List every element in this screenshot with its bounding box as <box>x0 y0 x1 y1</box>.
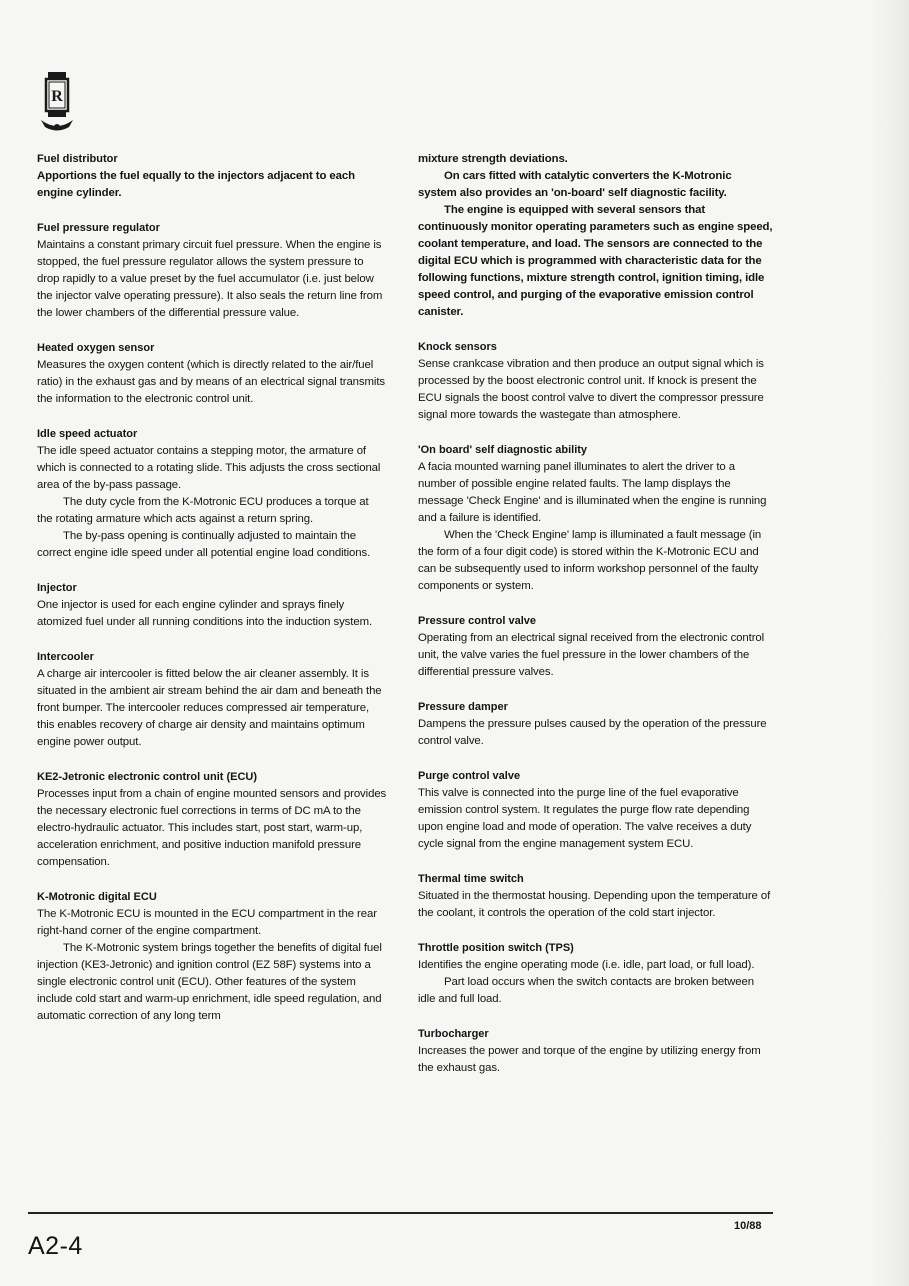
rolls-royce-logo-icon <box>37 70 77 140</box>
section-heading: 'On board' self diagnostic ability <box>418 444 588 456</box>
section-heading: Intercooler <box>37 651 94 663</box>
section-heading: Purge control valve <box>418 770 521 782</box>
section <box>37 769 387 871</box>
svg-text:R: R <box>51 88 63 105</box>
section-paragraph: Operating from an electrical signal received from the electronic control unit, the valve varies the fuel pressure in the lower chambers of the differential pressure valves. <box>418 632 765 678</box>
section <box>418 442 773 595</box>
section-heading: Idle speed actuator <box>37 428 138 440</box>
section <box>418 613 773 681</box>
section <box>418 151 773 321</box>
section <box>37 649 387 751</box>
section-paragraph: The idle speed actuator contains a stepping motor, the armature of which is connected to a rotating slide. This adjusts the cross sectional area of the by-pass passage. <box>37 445 381 491</box>
section-heading: Turbocharger <box>418 1028 489 1040</box>
section <box>37 580 387 631</box>
section-heading: Fuel pressure regulator <box>37 222 160 234</box>
section-paragraph: A facia mounted warning panel illuminates to alert the driver to a number of possible engine related faults. The lamp displays the message 'Check Engine' and is illuminated when the engine is running and a failure is identified. <box>418 461 767 524</box>
section-paragraph: Part load occurs when the switch contacts are broken between idle and full load. <box>418 976 754 1005</box>
section-heading: Heated oxygen sensor <box>37 342 155 354</box>
section-paragraph: The K-Motronic ECU is mounted in the ECU compartment in the rear right-hand corner of the engine compartment. <box>37 908 377 937</box>
section-paragraph: Situated in the thermostat housing. Depending upon the temperature of the coolant, it controls the operation of the cold start injector. <box>418 890 771 919</box>
section <box>418 871 773 922</box>
section-paragraph: The engine is equipped with several sensors that continuously monitor operating parameters such as engine speed, coolant temperature, and load. The sensors are connected to the digital ECU which is programmed with characteristic data for the following functions, mixture strength control, ignition timing, idle speed control, and purging of the evaporative emission control canister. <box>418 204 773 318</box>
section <box>418 940 773 1008</box>
right-column <box>418 151 773 1095</box>
section-heading: Throttle position switch (TPS) <box>418 942 574 954</box>
section-paragraph: Identifies the engine operating mode (i.e. idle, part load, or full load). <box>418 959 755 971</box>
section-heading: Knock sensors <box>418 341 497 353</box>
section-paragraph: The by-pass opening is continually adjusted to maintain the correct engine idle speed under all potential engine load conditions. <box>37 530 371 559</box>
section <box>37 889 387 1025</box>
section-heading: Fuel distributor <box>37 153 118 165</box>
section <box>37 340 387 408</box>
footer-rule <box>28 1212 773 1214</box>
section-heading: Pressure control valve <box>418 615 537 627</box>
section-paragraph: This valve is connected into the purge line of the fuel evaporative emission control system. It regulates the purge flow rate depending upon engine load and mode of operation. The valve receives a duty cycle signal from the engine management system ECU. <box>418 787 752 850</box>
revision-date: 10/88 <box>734 1220 762 1232</box>
section-heading: Pressure damper <box>418 701 508 713</box>
section <box>37 151 387 202</box>
left-column <box>37 151 387 1043</box>
section <box>37 426 387 562</box>
section-paragraph: Maintains a constant primary circuit fuel pressure. When the engine is stopped, the fuel pressure regulator allows the system pressure to drop rapidly to a value preset by the fuel accumulator (i.e. just below the injector valve operating pressure). It also seals the return line from the lower chambers of the differential pressure value. <box>37 239 383 319</box>
section-paragraph: Processes input from a chain of engine mounted sensors and provides the necessary electronic fuel corrections in terms of DC mA to the electro-hydraulic actuator. This includes start, post start, warm-up, acceleration enrichment, and positive induction manifold pressure compensation. <box>37 788 387 868</box>
section-paragraph: The duty cycle from the K-Motronic ECU produces a torque at the rotating armature which acts against a return spring. <box>37 496 369 525</box>
section-paragraph: When the 'Check Engine' lamp is illuminated a fault message (in the form of a four digit code) is stored within the K-Motronic ECU and can be subsequently used to inform workshop personnel of the faulty components or system. <box>418 529 762 592</box>
section-heading: KE2-Jetronic electronic control unit (ECU) <box>37 771 258 783</box>
section-heading: K-Motronic digital ECU <box>37 891 157 903</box>
page-edge-shadow <box>869 0 909 1286</box>
section-paragraph: Increases the power and torque of the engine by utilizing energy from the exhaust gas. <box>418 1045 761 1074</box>
section-paragraph: mixture strength deviations. <box>418 153 568 165</box>
section <box>418 1026 773 1077</box>
section-paragraph: Apportions the fuel equally to the injectors adjacent to each engine cylinder. <box>37 170 355 199</box>
section-heading: Thermal time switch <box>418 873 524 885</box>
section <box>37 220 387 322</box>
page-number: A2-4 <box>28 1232 83 1260</box>
section <box>418 768 773 853</box>
section-paragraph: On cars fitted with catalytic converters the K-Motronic system also provides an 'on-board' self diagnostic facility. <box>418 170 732 199</box>
section-paragraph: One injector is used for each engine cylinder and sprays finely atomized fuel under all running conditions into the induction system. <box>37 599 373 628</box>
section-paragraph: The K-Motronic system brings together the benefits of digital fuel injection (KE3-Jetronic) and ignition control (EZ 58F) systems into a single electronic control unit (ECU). Other features of the system include cold start and warm-up enrichment, idle speed regulation, and automatic correction of any long term <box>37 942 382 1022</box>
section <box>418 339 773 424</box>
section-heading: Injector <box>37 582 77 594</box>
section-paragraph: Sense crankcase vibration and then produce an output signal which is processed by the boost electronic control unit. If knock is present the ECU signals the boost control valve to divert the compressor pressure signal more towards the wastegate than atmosphere. <box>418 358 764 421</box>
section-paragraph: Measures the oxygen content (which is directly related to the air/fuel ratio) in the exhaust gas and by means of an electrical signal transmits the information to the electronic control unit. <box>37 359 385 405</box>
section-paragraph: A charge air intercooler is fitted below the air cleaner assembly. It is situated in the ambient air stream behind the air dam and beneath the front bumper. The intercooler reduces compressed air temperature, this enables recovery of charge air density and maintains optimum engine power output. <box>37 668 382 748</box>
section <box>418 699 773 750</box>
section-paragraph: Dampens the pressure pulses caused by the operation of the pressure control valve. <box>418 718 767 747</box>
